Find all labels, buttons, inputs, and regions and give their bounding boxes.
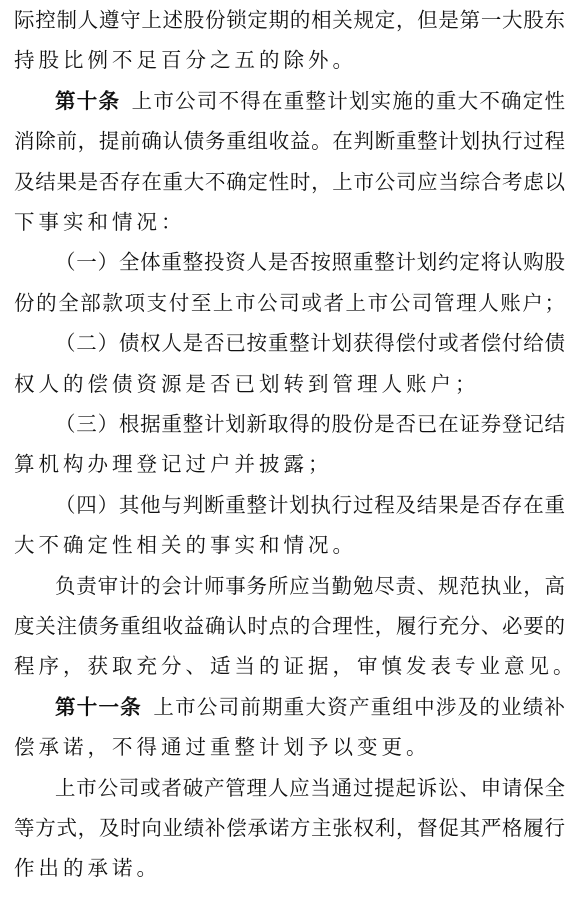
line-text: 权人的偿债资源是否已划转到管理人账户； — [14, 371, 480, 396]
line-text: 持股比例不足百分之五的除外。 — [14, 48, 357, 73]
line-text: （二）债权人是否已按重整计划获得偿付或者偿付给债 — [55, 331, 565, 356]
document-line — [14, 40, 565, 80]
line-text: 及结果是否存在重大不确定性时，上市公司应当综合考虑以 — [14, 169, 565, 194]
document-line — [55, 242, 565, 282]
line-text: （一）全体重整投资人是否按照重整计划约定将认购股 — [55, 250, 565, 275]
document-line — [14, 646, 578, 686]
document-line — [14, 0, 565, 40]
line-text: 上市公司前期重大资产重组中涉及的业绩补 — [152, 694, 566, 719]
document-line — [14, 444, 565, 484]
line-text: 上市公司不得在重整计划实施的重大不确定性 — [130, 88, 566, 113]
line-text: 负责审计的会计师事务所应当勤勉尽责、规范执业，高 — [55, 573, 565, 598]
document-line — [14, 202, 565, 242]
line-text: 度关注债务重组收益确认时点的合理性，履行充分、必要的 — [14, 614, 565, 638]
line-text: 大不确定性相关的事实和情况。 — [14, 533, 357, 558]
document-line — [14, 808, 565, 848]
line-text: 份的全部款项支付至上市公司或者上市公司管理人账户； — [14, 290, 565, 315]
document-line — [14, 121, 565, 161]
line-text: 偿承诺，不得通过重整计划予以变更。 — [14, 735, 431, 760]
document-line — [14, 727, 565, 767]
document-line — [14, 364, 565, 404]
line-text: 算机构办理登记过户并披露； — [14, 452, 333, 477]
line-text: 消除前，提前确认债务重组收益。在判断重整计划执行过程 — [14, 129, 565, 154]
document-line — [55, 485, 565, 525]
document-line — [14, 162, 565, 202]
document-line — [55, 81, 565, 121]
document-line — [55, 768, 565, 808]
line-text: （三）根据重整计划新取得的股份是否已在证券登记结 — [55, 412, 565, 436]
document-line — [55, 404, 565, 444]
document-line — [55, 687, 565, 727]
line-text: （四）其他与判断重整计划执行过程及结果是否存在重 — [55, 492, 565, 517]
document-line — [14, 283, 565, 323]
line-text: 际控制人遵守上述股份锁定期的相关规定，但是第一大股东 — [14, 8, 565, 32]
document-line — [14, 606, 565, 646]
line-text: 上市公司或者破产管理人应当通过提起诉讼、申请保全 — [55, 775, 565, 800]
article-heading: 第十条 — [55, 88, 121, 113]
line-text: 程序，获取充分、适当的证据，审慎发表专业意见。 — [14, 654, 578, 679]
line-text: 等方式，及时向业绩补偿承诺方主张权利，督促其严格履行 — [14, 816, 565, 840]
line-text: 作出的承诺。 — [14, 856, 161, 881]
document-line — [55, 323, 565, 363]
document-line — [55, 566, 565, 606]
article-heading: 第十一条 — [55, 694, 142, 719]
line-text: 下事实和情况： — [14, 210, 186, 234]
document-line — [14, 848, 565, 888]
document-line — [14, 525, 565, 565]
